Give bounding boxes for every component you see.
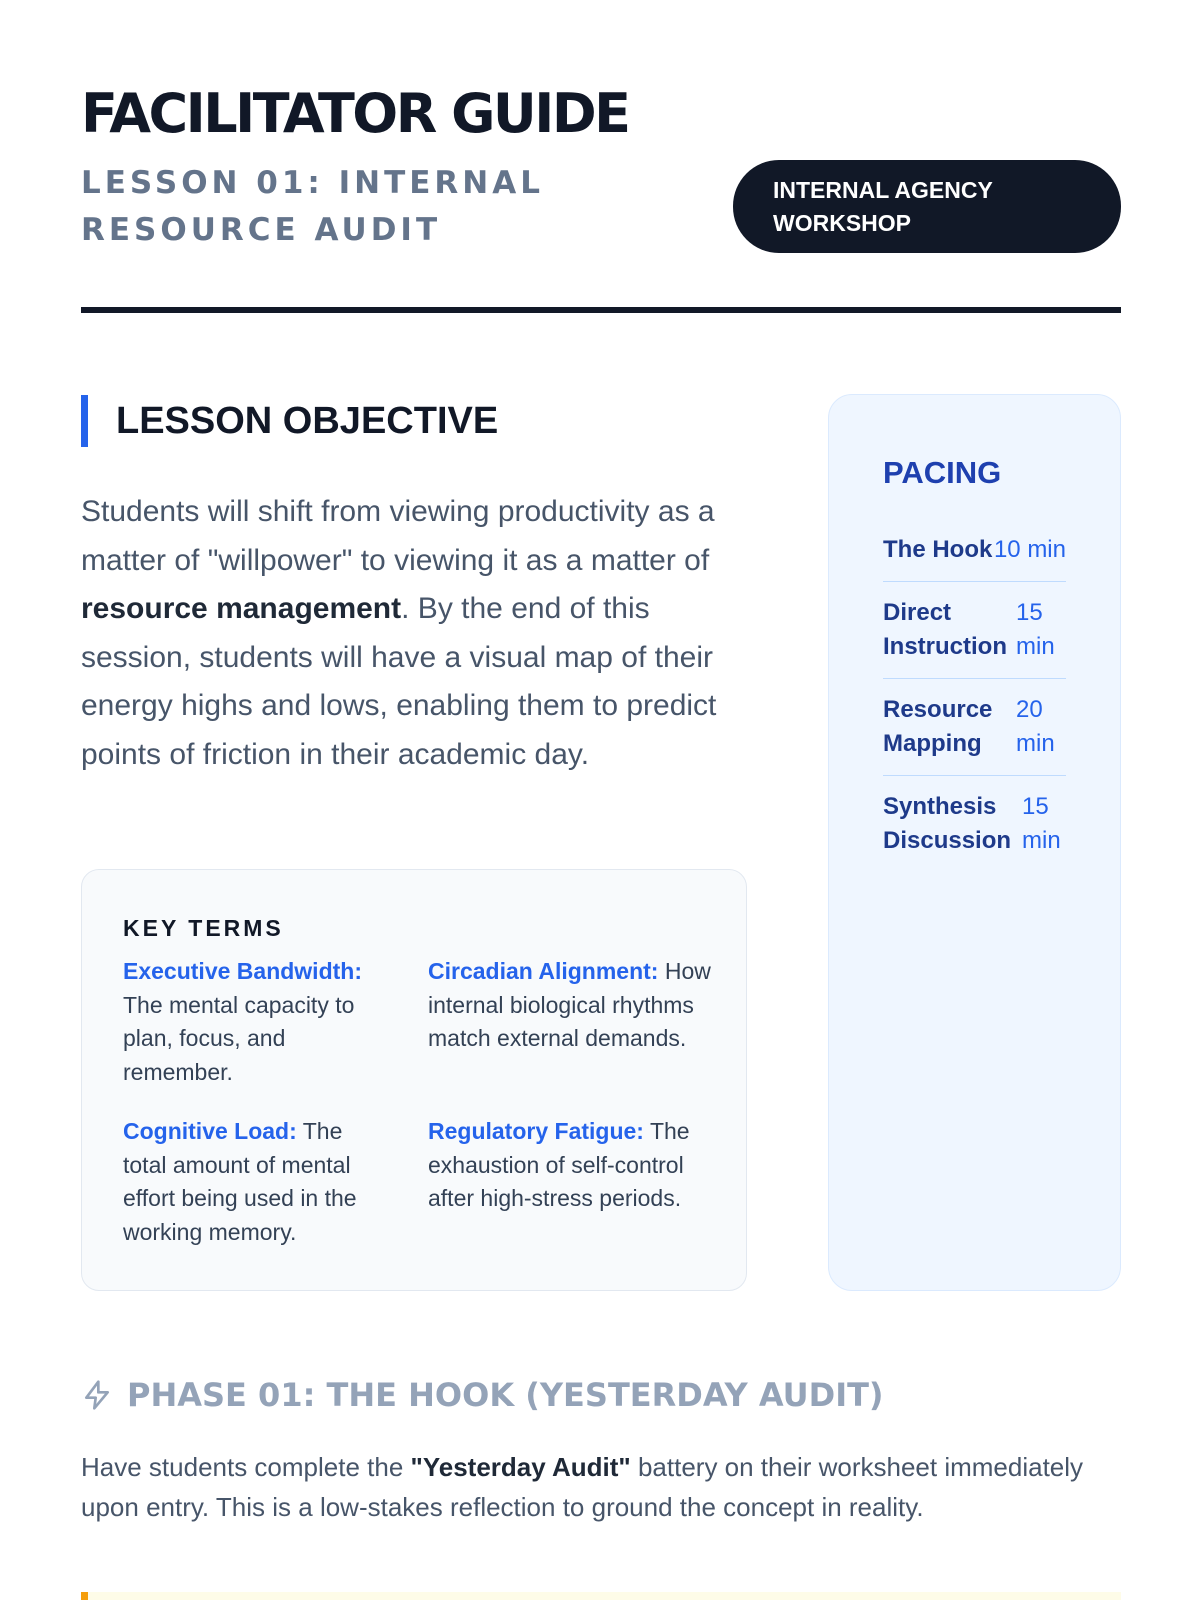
pacing-duration: 10 min xyxy=(993,536,1066,563)
pacing-duration: 15 min xyxy=(1016,599,1055,660)
phase-text-start: Have students complete the xyxy=(81,1452,411,1482)
key-term-name: Executive Bandwidth: xyxy=(123,958,362,984)
objective-text xyxy=(81,488,751,779)
pacing-title: PACING xyxy=(883,455,1002,490)
pacing-duration: 20 min xyxy=(1016,696,1055,757)
pacing-activity: Synthesis Discussion xyxy=(883,793,1012,854)
key-term xyxy=(428,1115,713,1249)
key-term xyxy=(123,955,388,1089)
workshop-badge: INTERNAL AGENCY WORKSHOP xyxy=(733,160,1121,253)
key-term-name: Cognitive Load: xyxy=(123,1118,297,1144)
pacing-activity: Direct Instruction xyxy=(883,599,1007,660)
key-terms-grid xyxy=(123,955,711,1249)
key-term-definition: How internal biological rhythms match external demands. xyxy=(428,958,711,1051)
objective-text-emphasis: resource management xyxy=(81,592,402,625)
key-terms-title: KEY TERMS xyxy=(123,915,284,941)
key-term-definition: The total amount of mental effort being used in the working memory. xyxy=(123,1118,357,1245)
key-term-name: Circadian Alignment: xyxy=(428,958,659,984)
phase-heading-text: PHASE 01: THE HOOK (YESTERDAY AUDIT) xyxy=(127,1376,884,1414)
pacing-row xyxy=(883,679,1066,776)
objective-text-end: . By the end of this session, students will have a visual map of their energy highs and lows, enabling them to predict points of friction in their academic day. xyxy=(81,592,717,771)
key-term-name: Regulatory Fatigue: xyxy=(428,1118,644,1144)
objective-text-start: Students will shift from viewing productivity as a matter of "willpower" to viewing it as a matter of xyxy=(81,495,715,577)
pacing-activity: Resource Mapping xyxy=(883,696,993,757)
phase-heading xyxy=(81,1373,884,1417)
phase-text xyxy=(81,1447,1121,1527)
key-term xyxy=(428,955,713,1089)
pacing-panel xyxy=(828,394,1121,1291)
key-term-definition: The exhaustion of self-control after high-stress periods. xyxy=(428,1118,690,1211)
lesson-subtitle: LESSON 01: INTERNAL RESOURCE AUDIT xyxy=(81,165,544,248)
header-divider xyxy=(81,307,1121,313)
pacing-duration: 15 min xyxy=(1022,793,1061,854)
pacing-row xyxy=(883,776,1066,872)
key-term-definition: The mental capacity to plan, focus, and remember. xyxy=(123,991,355,1085)
page-title: FACILITATOR GUIDE xyxy=(81,82,629,145)
phase-text-emphasis: "Yesterday Audit" xyxy=(410,1452,631,1482)
pacing-row xyxy=(883,582,1066,679)
callout-box-edge xyxy=(81,1592,1121,1600)
pacing-row xyxy=(883,519,1066,582)
phase-text-end: battery on their worksheet immediately upon entry. This is a low-stakes reflection to ground the concept in reality. xyxy=(81,1452,1084,1522)
key-term xyxy=(123,1115,388,1249)
key-terms-box xyxy=(81,869,747,1291)
objective-heading: LESSON OBJECTIVE xyxy=(81,395,741,447)
lightning-bolt-icon xyxy=(81,1377,113,1413)
pacing-activity: The Hook xyxy=(883,536,993,563)
